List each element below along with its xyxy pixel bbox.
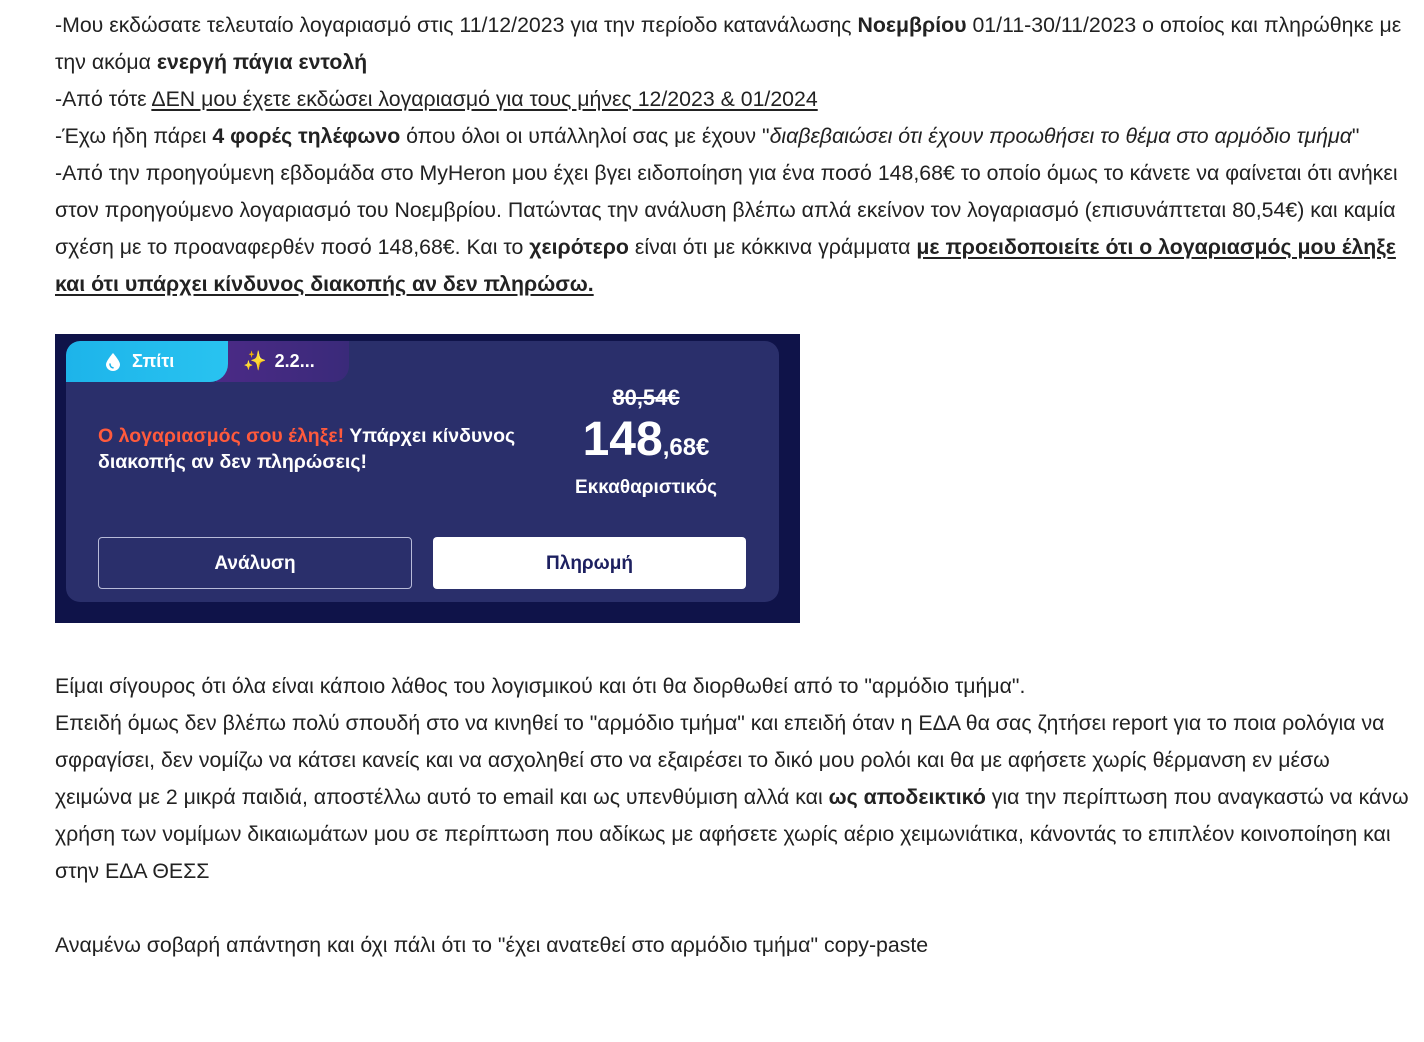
bold-underlined-text: με προειδοποιείτε ότι ο λογαριασμός μου έληξε και ότι υπάρχει κίνδυνος διακοπής αν δεν πληρώσω. <box>55 235 1396 296</box>
tab-promo <box>216 341 349 382</box>
spacer <box>55 890 1410 927</box>
spacer <box>55 303 1410 334</box>
embedded-app-screenshot <box>55 334 800 623</box>
overdue-alert <box>98 423 518 475</box>
email-paragraph-reminder <box>55 705 1410 890</box>
text-segment: όπου όλοι οι υπάλληλοί σας με έχουν " <box>400 124 770 148</box>
new-amount-decimal: ,68€ <box>662 434 710 461</box>
bold-text: ως αποδεικτικό <box>828 785 986 809</box>
tab-promo-label: 2.2... <box>274 351 315 371</box>
bold-text: ενεργή πάγια εντολή <box>156 50 368 74</box>
overdue-alert-rest: Υπάρχει κίνδυνος διακοπής αν δεν πληρώσεις! <box>98 425 516 473</box>
amount-label: Εκκαθαριστικός <box>574 477 718 498</box>
tab-home-label: Σπίτι <box>132 351 175 371</box>
tab-home <box>66 341 228 382</box>
email-paragraph-last-bill <box>55 7 1410 81</box>
analysis-button[interactable]: Ανάλυση <box>98 537 412 589</box>
amount-box <box>536 383 756 501</box>
text-segment: για την περίπτωση που αναγκαστώ να κάνω χρήση των νομίμων δικαιωμάτων μου σε περίπτωση που αδίκως με αφήσετε χωρίς αέριο χειμωνιάτικα, κάνοντάς το επιπλέον κοινοποίηση και στην ΕΔΑ ΘΕΣΣ <box>55 785 1409 883</box>
spacer <box>55 623 1410 668</box>
text-segment: είναι ότι με κόκκινα γράμματα <box>628 235 917 259</box>
text-segment: Επειδή όμως δεν βλέπω πολύ σπουδή στο να κινηθεί το "αρμόδιο τμήμα" και επειδή όταν η ΕΔΑ θα σας ζητήσει report για το ποια ρολόγια να σφραγίσει, δεν νομίζω να κάτσει κανείς και να ασχοληθεί στο να εξαιρέσει το δικό μου ρολόι και θα με αφήσετε χωρίς θέρμανση εν μέσω χειμώνα με 2 μικρά παιδιά, αποστέλλω αυτό το email και ως υπενθύμιση αλλά και <box>55 711 1385 809</box>
bold-text: 4 φορές τηλέφωνο <box>212 124 401 148</box>
email-paragraph-myheron <box>55 155 1410 303</box>
text-segment: -Από την προηγούμενη εβδομάδα στο MyHeron μου έχει βγει ειδοποίηση για ένα ποσό 148,68€ το οποίο όμως το κάνετε να φαίνεται ότι ανήκει στον προηγούμενο λογαριασμό του Νοεμβρίου. Πατώντας την ανάλυση βλέπω απλά εκείνον τον λογαριασμό (επισυνάπτεται 80,54€) και καμία σχέση με το προαναφερθέν ποσό 148,68€. Και το <box>55 161 1398 259</box>
overdue-alert-red: Ο λογαριασμός σου έληξε! <box>98 425 345 447</box>
email-paragraph-software-error: Είμαι σίγουρος ότι όλα είναι κάποιο λάθος του λογισμικού και ότι θα διορθωθεί από το "αρμόδιο τμήμα". <box>55 674 1026 698</box>
water-drop-icon <box>106 353 120 371</box>
bill-card <box>66 341 779 602</box>
pay-button[interactable]: Πληρωμή <box>433 537 746 589</box>
text-segment: 01/11-30/11/2023 ο οποίος και πληρώθηκε με την ακόμα <box>55 13 1402 74</box>
italic-text: διαβεβαιώσει ότι έχουν προωθήσει το θέμα στο αρμόδιο τμήμα <box>769 124 1352 148</box>
underlined-text: ΔΕΝ μου έχετε εκδώσει λογαριασμό για τους μήνες 12/2023 & 01/2024 <box>151 87 818 111</box>
old-amount: 80,54€ <box>612 385 680 410</box>
email-paragraph-phone-calls <box>55 118 1410 155</box>
new-amount <box>536 413 756 475</box>
bold-text: χειρότερο <box>529 235 629 259</box>
email-paragraph-closing: Αναμένω σοβαρή απάντηση και όχι πάλι ότι το "έχει ανατεθεί στο αρμόδιο τμήμα" copy-paste <box>55 933 929 957</box>
text-segment: -Μου εκδώσατε τελευταίο λογαριασμό στις 11/12/2023 για την περίοδο κατανάλωσης <box>55 13 858 37</box>
sparkle-icon: ✨ <box>243 351 267 372</box>
text-segment: -Από τότε <box>55 87 152 111</box>
bold-text: Νοεμβρίου <box>857 13 967 37</box>
new-amount-integer: 148 <box>582 413 663 466</box>
email-paragraph-no-bills <box>55 81 1410 118</box>
email-body <box>55 7 1410 964</box>
text-segment: " <box>1351 124 1360 148</box>
text-segment: -Έχω ήδη πάρει <box>55 124 213 148</box>
